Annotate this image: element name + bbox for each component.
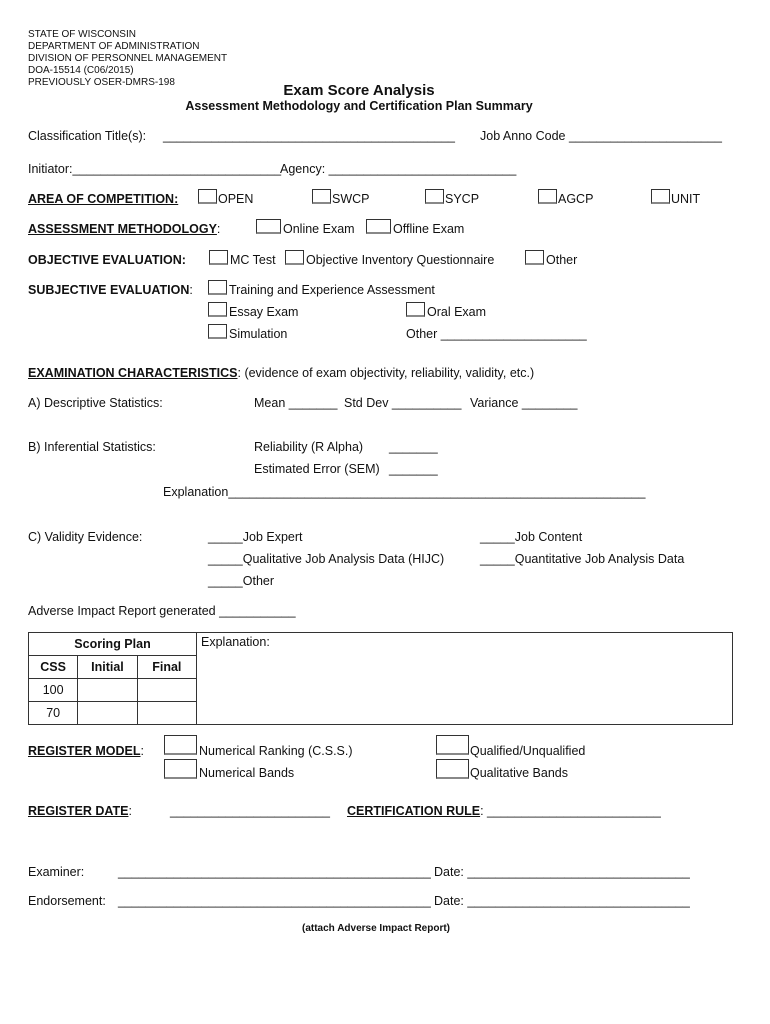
validity-job-expert-field[interactable]: _____Job Expert bbox=[208, 530, 303, 544]
register-date-label bbox=[28, 804, 132, 818]
footer-note: (attach Adverse Impact Report) bbox=[302, 923, 450, 934]
initiator-field[interactable]: Initiator:______________________________ bbox=[28, 162, 282, 176]
certification-rule-row bbox=[347, 804, 661, 818]
option-qualitative-bands-label: Qualitative Bands bbox=[470, 766, 568, 780]
column-header-css: CSS bbox=[29, 656, 78, 679]
checkbox-numerical-ranking[interactable] bbox=[164, 735, 197, 755]
register-model-colon: : bbox=[140, 744, 144, 758]
mean-field[interactable]: Mean _______ bbox=[254, 396, 338, 410]
css-value-100: 100 bbox=[29, 679, 78, 702]
std-dev-field[interactable]: Std Dev __________ bbox=[344, 396, 462, 410]
final-100-cell[interactable] bbox=[137, 679, 196, 702]
subjective-evaluation-colon: : bbox=[189, 283, 193, 297]
header-line-division: DIVISION OF PERSONNEL MANAGEMENT bbox=[28, 53, 228, 64]
option-unit-label: UNIT bbox=[671, 192, 701, 206]
examination-characteristics-heading bbox=[28, 366, 534, 380]
column-header-initial: Initial bbox=[78, 656, 137, 679]
checkbox-offline-exam[interactable] bbox=[366, 219, 391, 234]
assessment-methodology-label bbox=[28, 222, 220, 236]
checkbox-qualified-unqualified[interactable] bbox=[436, 735, 469, 755]
descriptive-statistics-label: A) Descriptive Statistics: bbox=[28, 396, 163, 410]
certification-rule-field[interactable]: : _________________________ bbox=[480, 804, 661, 818]
job-anno-code-field[interactable]: Job Anno Code ______________________ bbox=[480, 129, 722, 143]
option-objective-other-label: Other bbox=[546, 253, 578, 267]
option-offline-exam-label: Offline Exam bbox=[393, 222, 465, 236]
final-70-cell[interactable] bbox=[137, 702, 196, 725]
option-training-experience-label: Training and Experience Assessment bbox=[229, 283, 435, 297]
objective-evaluation-label: OBJECTIVE EVALUATION: bbox=[28, 253, 186, 267]
classification-title-field[interactable]: __________________________________________ bbox=[163, 129, 455, 143]
validity-other-field[interactable]: _____Other bbox=[208, 574, 275, 588]
checkbox-swcp[interactable] bbox=[312, 189, 331, 204]
checkbox-essay-exam[interactable] bbox=[208, 302, 227, 317]
option-numerical-bands-label: Numerical Bands bbox=[199, 766, 295, 780]
scoring-plan-table bbox=[28, 632, 733, 725]
subjective-evaluation-label bbox=[28, 283, 193, 297]
examiner-label: Examiner: bbox=[28, 865, 85, 879]
subjective-evaluation-text: SUBJECTIVE EVALUATION bbox=[28, 283, 190, 297]
option-open-label: OPEN bbox=[218, 192, 254, 206]
header-line-department: DEPARTMENT OF ADMINISTRATION bbox=[28, 41, 200, 52]
register-date-text: REGISTER DATE bbox=[28, 804, 129, 818]
endorsement-date-field[interactable]: Date: ________________________________ bbox=[434, 894, 690, 908]
checkbox-sycp[interactable] bbox=[425, 189, 444, 204]
examiner-date-field[interactable]: Date: ________________________________ bbox=[434, 865, 690, 879]
option-oral-exam-label: Oral Exam bbox=[427, 305, 487, 319]
validity-quantitative-field[interactable]: _____Quantitative Job Analysis Data bbox=[480, 552, 685, 566]
option-online-exam-label: Online Exam bbox=[283, 222, 355, 236]
register-model-label bbox=[28, 744, 144, 758]
examiner-field[interactable]: _____________________________________________ bbox=[118, 865, 431, 879]
option-sycp-label: SYCP bbox=[445, 192, 480, 206]
scoring-explanation-label: Explanation: bbox=[201, 635, 270, 649]
certification-rule-label: CERTIFICATION RULE bbox=[347, 804, 481, 818]
assessment-methodology-text: ASSESSMENT METHODOLOGY bbox=[28, 222, 217, 236]
adverse-impact-field[interactable]: Adverse Impact Report generated ___________ bbox=[28, 604, 296, 618]
checkbox-training-experience[interactable] bbox=[208, 280, 227, 295]
checkbox-agcp[interactable] bbox=[538, 189, 557, 204]
css-value-70: 70 bbox=[29, 702, 78, 725]
option-simulation-label: Simulation bbox=[229, 327, 288, 341]
variance-field[interactable]: Variance ________ bbox=[470, 396, 578, 410]
checkbox-qualitative-bands[interactable] bbox=[436, 759, 469, 779]
register-date-field[interactable]: _______________________ bbox=[170, 804, 330, 818]
scoring-plan-title: Scoring Plan bbox=[29, 633, 197, 656]
agency-header bbox=[28, 29, 227, 89]
checkbox-mc-test[interactable] bbox=[209, 250, 228, 265]
agency-field[interactable]: Agency: ___________________________ bbox=[280, 162, 517, 176]
page-title: Exam Score Analysis bbox=[283, 82, 435, 99]
option-agcp-label: AGCP bbox=[558, 192, 594, 206]
register-date-colon: : bbox=[128, 804, 132, 818]
option-qualified-unqualified-label: Qualified/Unqualified bbox=[470, 744, 586, 758]
checkbox-oral-exam[interactable] bbox=[406, 302, 425, 317]
endorsement-field[interactable]: _____________________________________________ bbox=[118, 894, 431, 908]
validity-evidence-label: C) Validity Evidence: bbox=[28, 530, 143, 544]
checkbox-unit[interactable] bbox=[651, 189, 670, 204]
area-of-competition-label: AREA OF COMPETITION: bbox=[28, 192, 179, 206]
checkbox-simulation[interactable] bbox=[208, 324, 227, 339]
examination-characteristics-label: EXAMINATION CHARACTERISTICS bbox=[28, 366, 238, 380]
explanation-field[interactable]: Explanation____________________________________________________________ bbox=[163, 485, 646, 499]
option-numerical-ranking-label: Numerical Ranking (C.S.S.) bbox=[199, 744, 353, 758]
register-model-text: REGISTER MODEL bbox=[28, 744, 141, 758]
option-objective-inventory-label: Objective Inventory Questionnaire bbox=[306, 253, 495, 267]
sem-field[interactable]: _______ bbox=[389, 462, 438, 476]
header-line-state: STATE OF WISCONSIN bbox=[28, 29, 136, 40]
initial-100-cell[interactable] bbox=[78, 679, 137, 702]
classification-title-label: Classification Title(s): bbox=[28, 129, 147, 143]
checkbox-numerical-bands[interactable] bbox=[164, 759, 197, 779]
checkbox-objective-inventory[interactable] bbox=[285, 250, 304, 265]
option-swcp-label: SWCP bbox=[332, 192, 370, 206]
endorsement-label: Endorsement: bbox=[28, 894, 106, 908]
option-mc-test-label: MC Test bbox=[230, 253, 276, 267]
sem-label: Estimated Error (SEM) bbox=[254, 462, 380, 476]
reliability-field[interactable]: _______ bbox=[389, 440, 438, 454]
reliability-label: Reliability (R Alpha) bbox=[254, 440, 364, 454]
examination-characteristics-note: : (evidence of exam objectivity, reliability, validity, etc.) bbox=[237, 366, 535, 380]
initial-70-cell[interactable] bbox=[78, 702, 137, 725]
header-line-previous-number: PREVIOUSLY OSER-DMRS-198 bbox=[28, 77, 175, 88]
subjective-other-field[interactable]: Other _____________________ bbox=[406, 327, 587, 341]
checkbox-open[interactable] bbox=[198, 189, 217, 204]
validity-qualitative-field[interactable]: _____Qualitative Job Analysis Data (HIJC) bbox=[208, 552, 445, 566]
checkbox-online-exam[interactable] bbox=[256, 219, 281, 234]
checkbox-objective-other[interactable] bbox=[525, 250, 544, 265]
inferential-statistics-label: B) Inferential Statistics: bbox=[28, 440, 156, 454]
scoring-explanation-cell[interactable] bbox=[197, 633, 733, 725]
column-header-final: Final bbox=[137, 656, 196, 679]
header-line-form-number: DOA-15514 (C06/2015) bbox=[28, 65, 134, 76]
page-subtitle: Assessment Methodology and Certification Plan Summary bbox=[185, 99, 533, 113]
assessment-methodology-colon: : bbox=[216, 222, 221, 236]
validity-job-content-field[interactable]: _____Job Content bbox=[480, 530, 583, 544]
table-row bbox=[29, 633, 733, 656]
option-essay-exam-label: Essay Exam bbox=[229, 305, 299, 319]
